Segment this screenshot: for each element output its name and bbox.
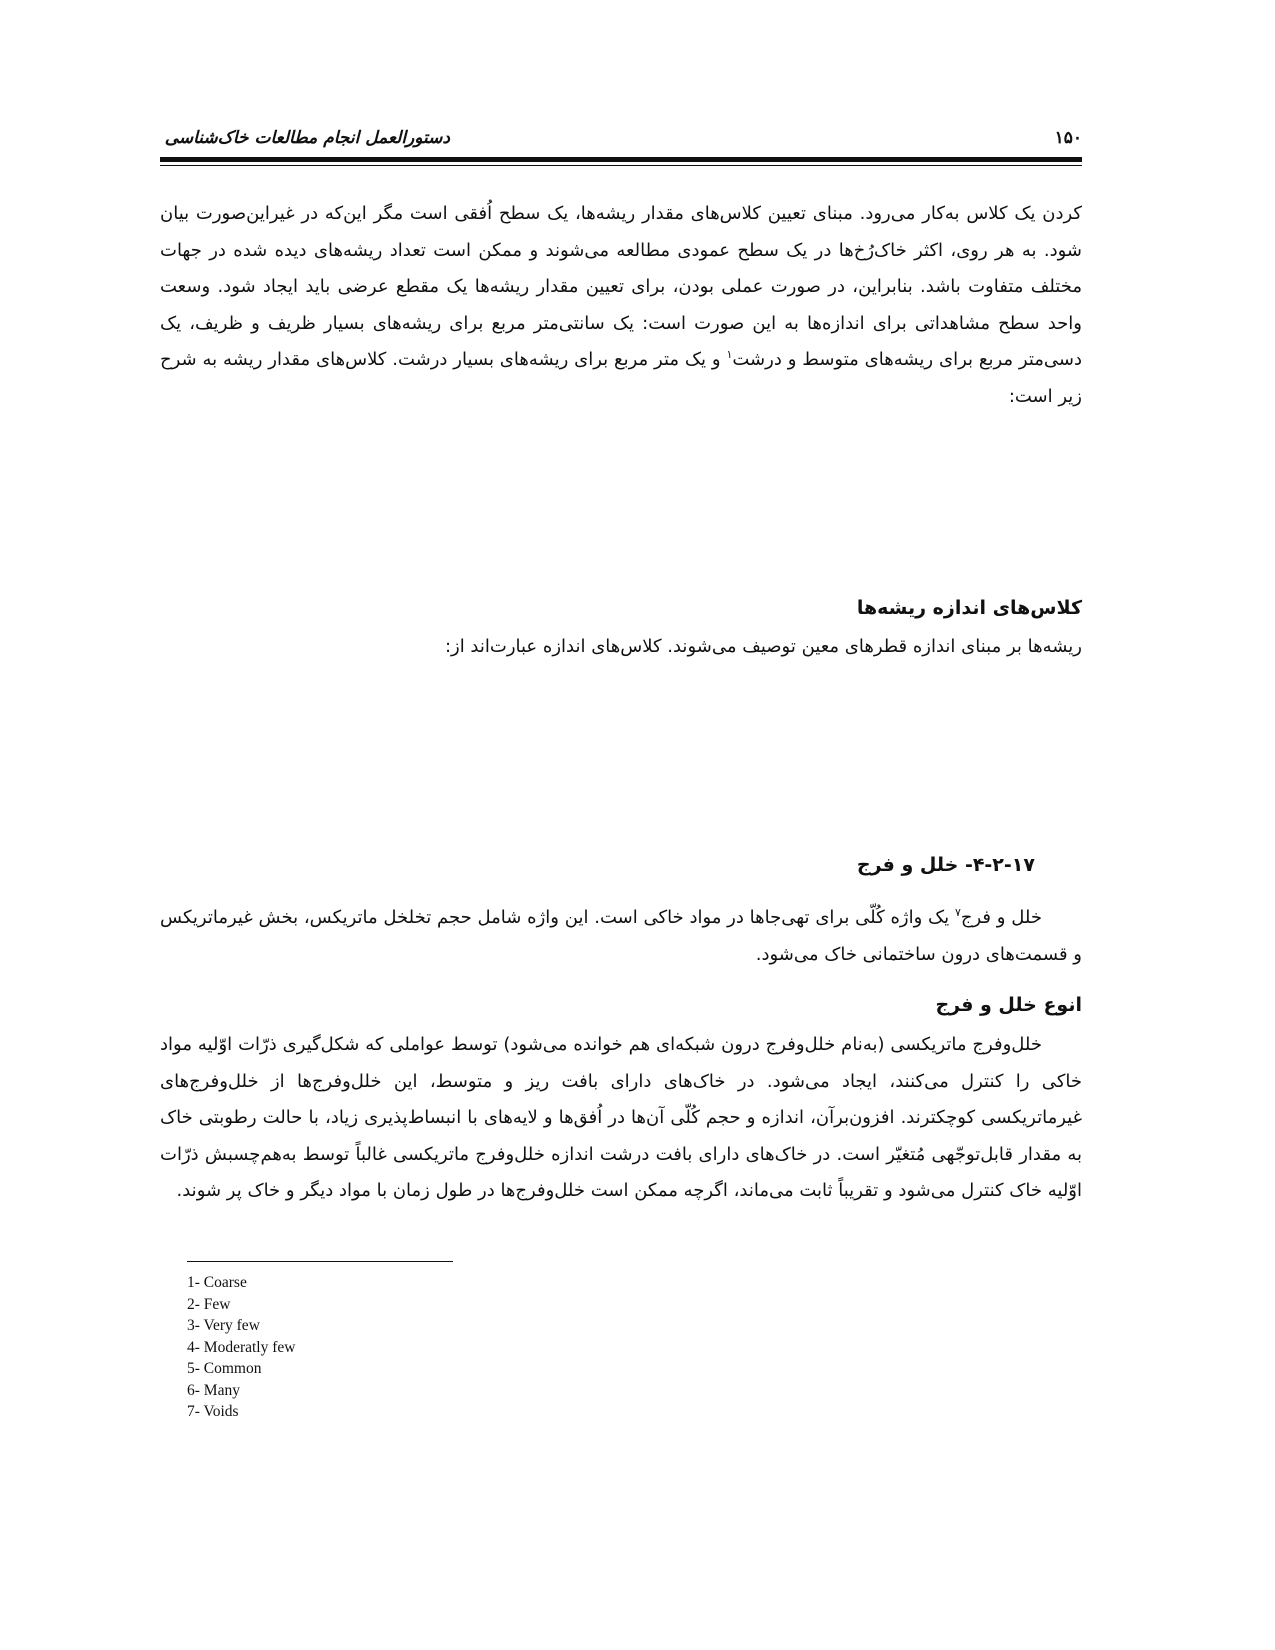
page-number: ۱۵۰ bbox=[1054, 128, 1082, 148]
voids-text-1: خلل و فرج bbox=[960, 907, 1042, 928]
footnote-item: 2- Few bbox=[187, 1295, 231, 1313]
intro-text-1: کردن یک کلاس به‌کار می‌رود. مبنای تعیین کلاس‌های مقدار ریشه‌ها، یک سطح اُفقی است مگر این‌که در غیراین‌صورت بیان شود. به هر روی، اکثر خاک‌رُخ‌ها در یک سطح عمودی مطالعه می‌شوند و ممکن است تعداد ریشه‌های دیده شده در جهات مختلف متفاوت باشد. بنابراین، در صورت عملی بودن، برای تعیین مقدار ریشه‌ها یک مقطع عرضی باید ایجاد شود. وسعت واحد سطح مشاهداتی برای اندازه‌ها به این صورت است: یک سانتی‌متر مربع برای ریشه‌های بسیار ظریف و ظریف، یک دسی‌متر مربع برای ریشه‌های متوسط و درشت bbox=[160, 203, 1082, 370]
voids-paragraph bbox=[160, 900, 1082, 973]
running-title: دستورالعمل انجام مطالعات خاک‌شناسی bbox=[164, 128, 450, 148]
section-heading: ۴-۲-۱۷- خلل و فرج bbox=[856, 854, 1035, 876]
footnote-item: 6- Many bbox=[187, 1381, 240, 1399]
page-header bbox=[160, 122, 1082, 162]
intro-text-2: و یک متر مربع برای ریشه‌های بسیار درشت. کلاس‌های مقدار ریشه به شرح زیر است: bbox=[160, 349, 1082, 407]
header-rule-thick bbox=[160, 157, 1082, 162]
void-types-paragraph bbox=[160, 1027, 1082, 1210]
size-intro-line: ریشه‌ها بر مبنای اندازه قطرهای معین توصیف می‌شوند. کلاس‌های اندازه عبارت‌اند از: bbox=[444, 636, 1082, 657]
footnote-ref-1: ۱ bbox=[726, 348, 733, 361]
size-classes-heading: کلاس‌های اندازه ریشه‌ها bbox=[856, 597, 1082, 619]
void-types-heading: انوع خلل و فرج bbox=[935, 994, 1082, 1016]
footnote-item: 4- Moderatly few bbox=[187, 1338, 296, 1356]
footnote-item: 7- Voids bbox=[187, 1403, 239, 1420]
footnote-item: 3- Very few bbox=[187, 1317, 260, 1334]
footnote-item: 1- Coarse bbox=[187, 1274, 247, 1291]
void-types-text: خلل‌وفرج ماتریکسی (به‌نام خلل‌وفرج درون شبکه‌ای هم خوانده می‌شود) توسط عواملی که شکل‌گیری ذرّات اوّلیه مواد خاکی را کنترل می‌کنند، ایجاد می‌شود. در خاک‌های دارای بافت ریز و متوسط، این خلل‌وفرج‌ها از خلل‌وفرج‌های غیرماتریکسی کوچکترند. افزون‌برآن، اندازه و حجم کُلّی آن‌ها در اُفق‌ها و لایه‌های با انبساط‌پذیری زیاد، با حالت رطوبتی خاک به مقدار قابل‌توجّهی مُتغیّر است. در خاک‌های دارای بافت درشت اندازه خلل‌وفرج ماتریکسی غالباً توسط به‌هم‌چسبش ذرّات اوّلیه خاک کنترل می‌شود و تقریباً ثابت می‌ماند، اگرچه ممکن است خلل‌وفرج‌ها در طول زمان با مواد دیگر و خاک پر شوند. bbox=[160, 1034, 1082, 1201]
voids-text-2: یک واژه کُلّی برای تهی‌جاها در مواد خاکی است. این واژه شامل حجم تخلخل ماتریکس، بخش غیرماتریکس و قسمت‌های درون ساختمانی خاک می‌شود. bbox=[160, 907, 1082, 965]
footnotes-list bbox=[187, 1272, 295, 1423]
intro-paragraph bbox=[160, 196, 1082, 415]
footnote-ref-7: ۷ bbox=[954, 906, 961, 919]
header-rule-thin bbox=[160, 165, 1082, 166]
footnote-rule bbox=[187, 1261, 453, 1262]
footnote-item: 5- Common bbox=[187, 1360, 262, 1377]
